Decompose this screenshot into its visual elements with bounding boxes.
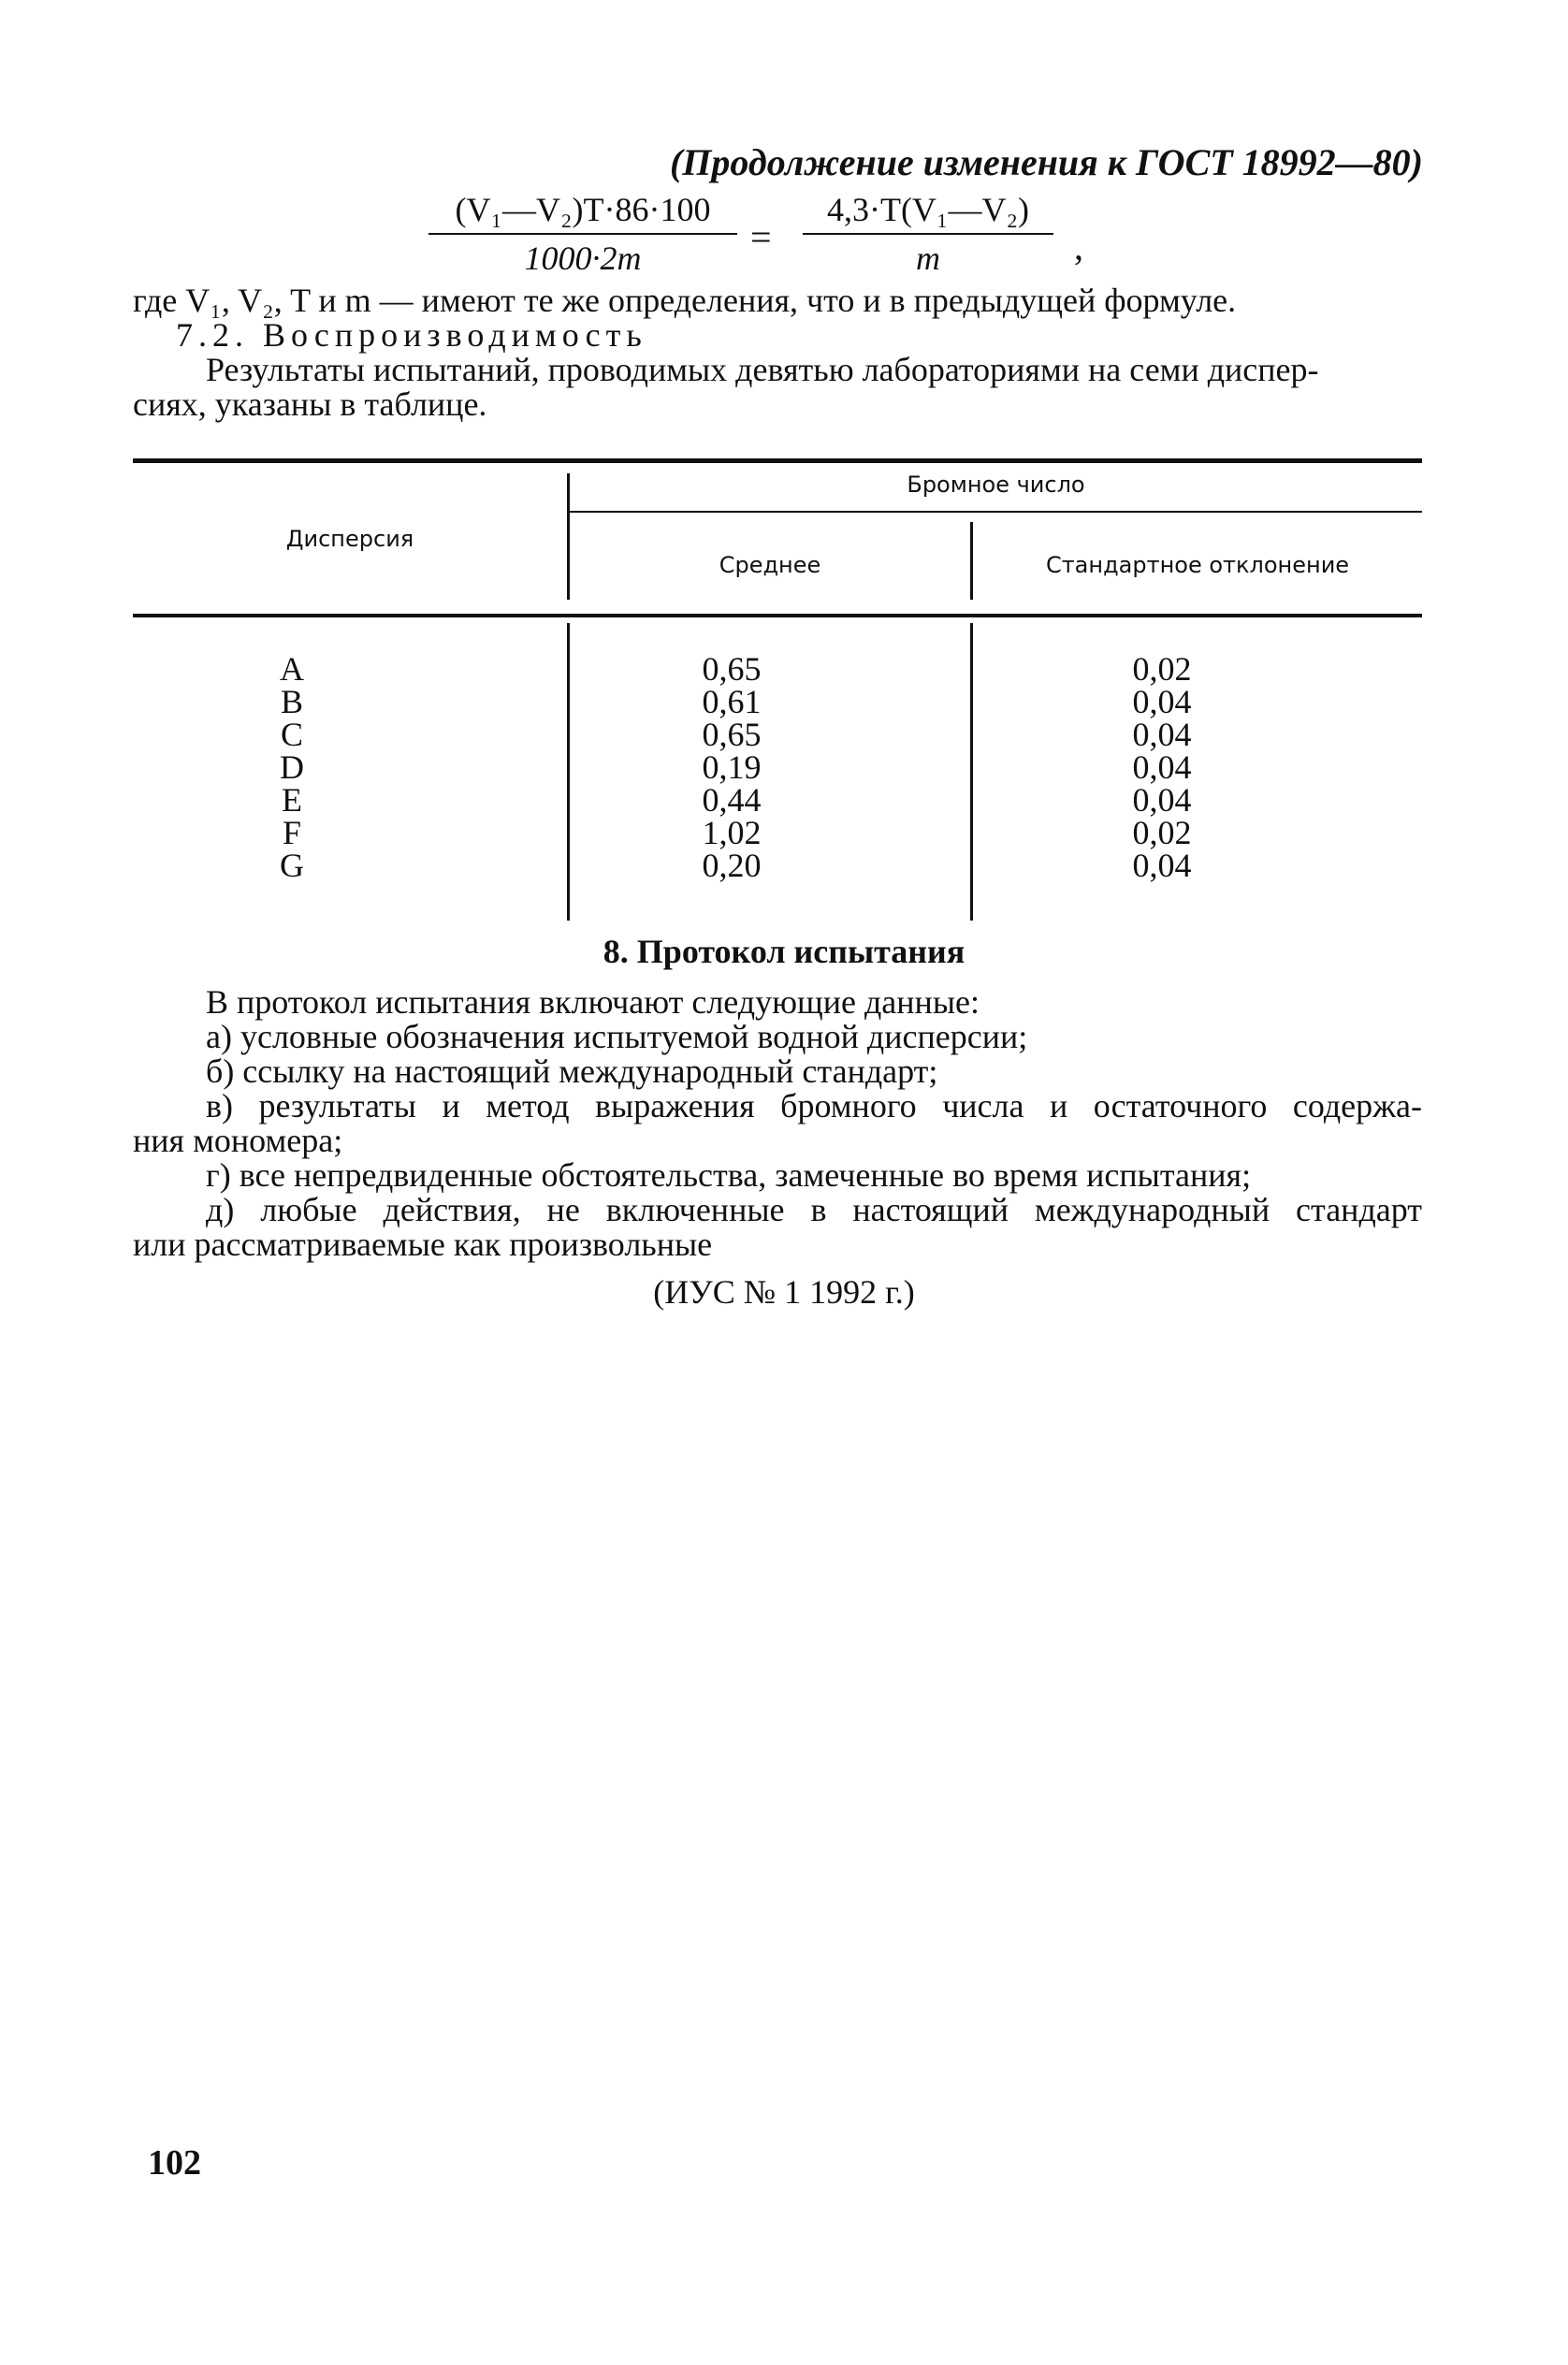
subsection-heading: 7.2. Воспроизводимость xyxy=(176,316,647,354)
table-cell-mean: 0,61 xyxy=(702,683,762,720)
table-cell-dispersion: C xyxy=(280,716,303,753)
source-reference: (ИУС № 1 1992 г.) xyxy=(653,1273,915,1311)
formula-right-fraction xyxy=(803,190,1053,278)
table-cell-mean: 1,02 xyxy=(702,814,762,851)
formula-left-numerator: (V₁—V₂)T·86·100 xyxy=(428,190,737,235)
table-body-divider-1 xyxy=(567,623,570,921)
formula-right-numerator: 4,3·T(V₁—V₂) xyxy=(803,190,1053,235)
table-header-rule xyxy=(133,614,1422,617)
table-cell-std: 0,02 xyxy=(1132,650,1192,688)
table-header-subrule xyxy=(568,511,1422,513)
mean-column xyxy=(675,650,788,884)
section-8-heading: 8. Протокол испытания xyxy=(603,933,965,970)
formula-left-denominator: 1000·2m xyxy=(524,239,642,277)
table-cell-dispersion: D xyxy=(280,748,304,786)
table-cell-std: 0,04 xyxy=(1132,748,1192,786)
header-bromine-number: Бромное число xyxy=(907,472,1085,498)
table-cell-dispersion: F xyxy=(282,814,302,851)
list-item-b: б) ссылку на настоящий международный стандарт; xyxy=(206,1052,938,1090)
table-cell-std: 0,04 xyxy=(1132,716,1192,753)
list-item-d-line-1: д) любые действия, не включенные в настоящий международный стандарт xyxy=(206,1191,1422,1228)
table-cell-dispersion: A xyxy=(280,650,304,688)
results-intro-line-2: сиях, указаны в таблице. xyxy=(133,385,487,423)
header-mean: Среднее xyxy=(719,552,821,578)
list-item-a: а) условные обозначения испытуемой водной дисперсии; xyxy=(206,1018,1028,1055)
dispersion-column xyxy=(254,650,329,884)
table-cell-dispersion: E xyxy=(282,781,302,819)
table-cell-mean: 0,19 xyxy=(702,748,762,786)
list-item-g: г) все непредвиденные обстоятельства, замеченные во время испытания; xyxy=(206,1156,1252,1194)
std-column xyxy=(1106,650,1218,884)
formula-trailing-comma: , xyxy=(1074,225,1083,268)
formula-right-denominator: m xyxy=(916,239,940,277)
table-cell-std: 0,04 xyxy=(1132,781,1192,819)
formula-left-fraction xyxy=(428,190,737,278)
formula-equals: = xyxy=(750,216,772,258)
list-item-d-line-2: или рассматриваемые как произвольные xyxy=(133,1226,713,1263)
list-item-c-line-2: ния мономера; xyxy=(133,1122,343,1159)
table-cell-mean: 0,44 xyxy=(702,781,762,819)
table-cell-mean: 0,65 xyxy=(702,650,762,688)
table-cell-std: 0,04 xyxy=(1132,683,1192,720)
header-dispersion: Дисперсия xyxy=(285,526,414,552)
page-number: 102 xyxy=(148,2143,201,2183)
table-cell-std: 0,02 xyxy=(1132,814,1192,851)
table-cell-mean: 0,20 xyxy=(702,847,762,884)
table-cell-dispersion: B xyxy=(280,683,303,720)
definitions-line: где V₁, V₂, T и m — имеют те же определения, что и в предыдущей формуле. xyxy=(133,282,1237,319)
bromine-number-table xyxy=(133,455,1422,921)
table-body-divider-2 xyxy=(970,623,973,921)
table-cell-dispersion: G xyxy=(280,847,304,884)
table-cell-std: 0,04 xyxy=(1132,847,1192,884)
list-item-c-line-1: в) результаты и метод выражения бромного числа и остаточного содержа- xyxy=(206,1087,1422,1124)
continuation-header: (Продолжение изменения к ГОСТ 18992—80) xyxy=(669,141,1423,183)
header-std-deviation: Стандартное отклонение xyxy=(1045,552,1350,578)
section-8-intro: В протокол испытания включают следующие данные: xyxy=(206,983,980,1021)
table-top-rule xyxy=(133,458,1422,463)
table-cell-mean: 0,65 xyxy=(702,716,762,753)
results-intro-line-1: Результаты испытаний, проводимых девятью лабораториями на семи диспер- xyxy=(206,351,1319,388)
